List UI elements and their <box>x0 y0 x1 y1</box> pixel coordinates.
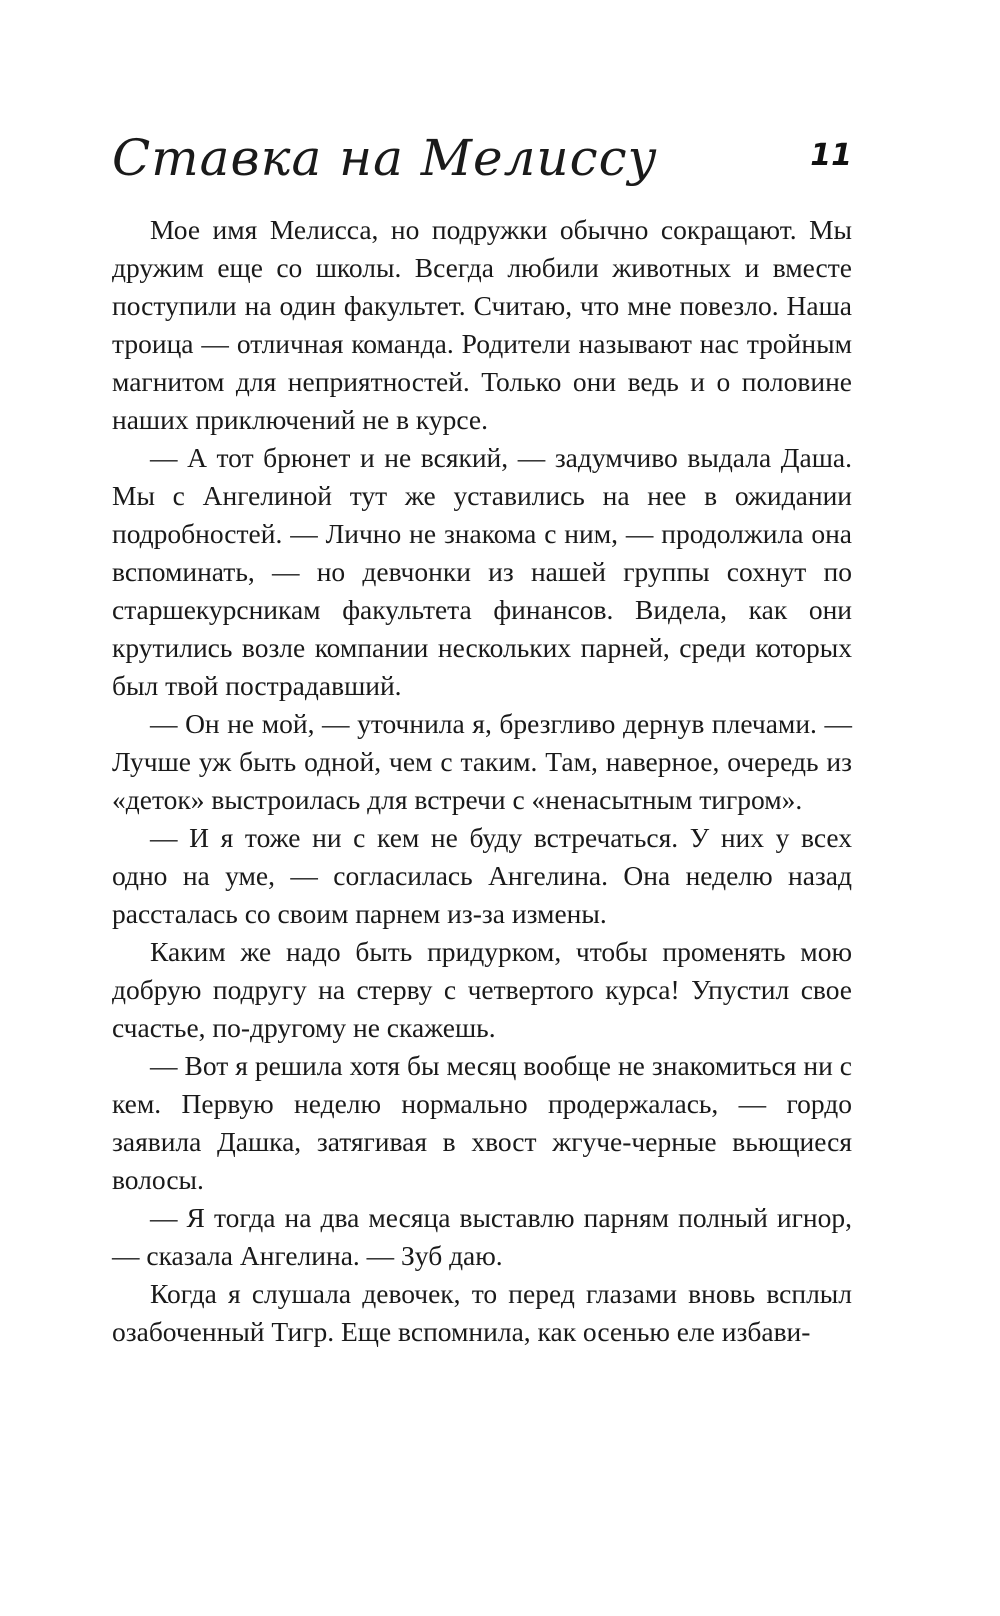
running-title: Ставка на Мелиссу <box>112 129 658 187</box>
paragraph: Мое имя Мелисса, но подружки обычно сокращают. Мы дружим еще со школы. Всегда любили животных и вместе поступили на один факультет. Считаю, что мне повезло. Наша троица — отличная команда. Родители называют нас тройным магнитом для неприятностей. Только они ведь и о половине наших приключений не в курсе. <box>112 214 852 435</box>
page-number: 11 <box>810 138 852 173</box>
running-header <box>112 124 852 194</box>
paragraph: — Вот я решила хотя бы месяц вообще не знакомиться ни с кем. Первую неделю нормально продержалась, — гордо заявила Дашка, затягивая в хвост жгуче-черные вьющиеся волосы. <box>112 1050 852 1195</box>
paragraph: — Он не мой, — уточнила я, брезгливо дернув плечами. — Лучше уж быть одной, чем с таким. Там, наверное, очередь из «деток» выстроилась для встречи с «ненасытным тигром». <box>112 708 852 815</box>
paragraph: — Я тогда на два месяца выставлю парням полный игнор, — сказала Ангелина. — Зуб даю. <box>112 1202 852 1271</box>
paragraph: — И я тоже ни с кем не буду встречаться. У них у всех одно на уме, — согласилась Ангелина. Она неделю назад рассталась со своим парнем из-за измены. <box>112 822 852 929</box>
paragraph: Каким же надо быть придурком, чтобы променять мою добрую подругу на стерву с четвертого курса! Упустил свое счастье, по-другому не скажешь. <box>112 936 852 1043</box>
text-body <box>112 211 852 1351</box>
paragraph: — А тот брюнет и не всякий, — задумчиво выдала Даша. Мы с Ангелиной тут же уставились на нее в ожидании подробностей. — Лично не знакома с ним, — продолжила она вспоминать, — но девчонки из нашей группы сохнут по старшекурсникам факультета финансов. Видела, как они крутились возле компании нескольких парней, среди которых был твой пострадавший. <box>112 442 852 701</box>
paragraph: Когда я слушала девочек, то перед глазами вновь всплыл озабоченный Тигр. Еще вспомнила, как осенью еле избави- <box>112 1278 852 1347</box>
